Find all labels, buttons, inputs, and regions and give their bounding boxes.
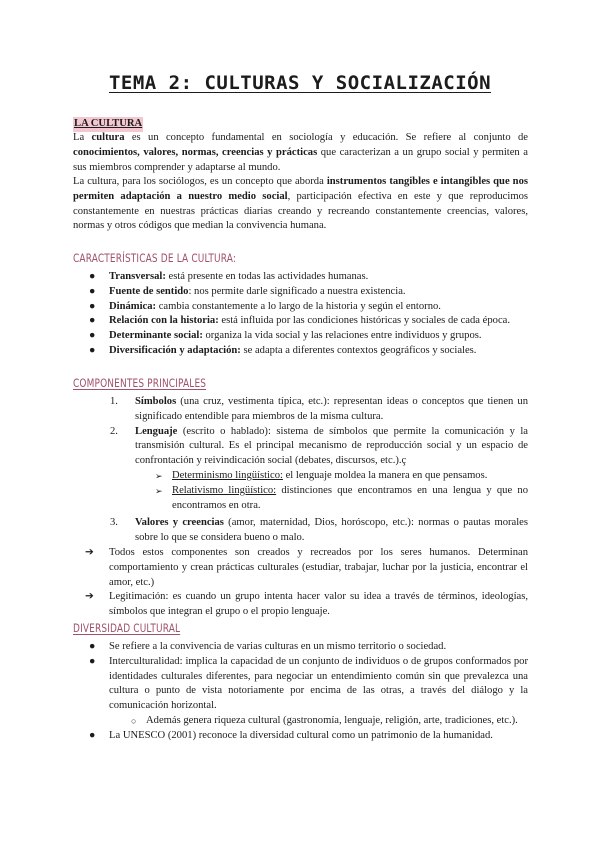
- item-number: 2.: [110, 425, 118, 437]
- list-item: [73, 314, 528, 329]
- arrowhead-icon: ➢: [155, 485, 163, 496]
- bullet-icon: ●: [89, 315, 96, 327]
- item-text: La UNESCO (2001) reconoce la diversidad cultural como un patrimonio de la humanidad.: [109, 729, 493, 741]
- section-heading-diversidad: DIVERSIDAD CULTURAL: [73, 621, 181, 635]
- item-text: organiza la vida social y las relaciones entre individuos y grupos.: [202, 330, 482, 342]
- list-item: [73, 425, 528, 469]
- text-run: La: [73, 132, 92, 143]
- paragraph-cultura-definition: [73, 131, 528, 175]
- item-text: distinciones que encontramos en una lengua y que no encontramos en otra.: [172, 484, 528, 511]
- item-text: Legitimación: es cuando un grupo intenta hacer valor su idea a través de términos, ideologías, símbolos que integran el grupo o el propio lenguaje.: [109, 591, 528, 618]
- item-text: cambia constantemente a lo largo de la historia y según el entorno.: [156, 300, 441, 312]
- diversidad-list: [73, 640, 528, 744]
- arrow-right-icon: ➔: [85, 546, 94, 558]
- item-term: Diversificación y adaptación:: [109, 344, 241, 356]
- item-text: se adapta a diferentes contextos geográficos y sociales.: [240, 344, 477, 356]
- caracteristicas-list: [73, 270, 528, 359]
- item-term: Relativismo lingüístico:: [172, 484, 277, 496]
- item-term: Relación con la historia:: [109, 315, 219, 327]
- componentes-list: [73, 395, 528, 620]
- list-item: [73, 640, 528, 655]
- text-run-bold: cultura: [91, 132, 125, 143]
- list-item: [73, 655, 528, 714]
- item-text: (amor, maternidad, Dios, horóscopo, etc.): normas o pautas morales sobre lo que se considera bueno o malo.: [135, 517, 528, 544]
- item-text: Todos estos componentes son creados y recreados por los seres humanos. Determinan comportamiento y crean prácticas culturales (estudiar, trabajar, luchar por la justicia, encontrar el amor, etc.): [109, 546, 528, 588]
- circle-bullet-icon: ○: [131, 715, 137, 726]
- item-term: Determinismo lingüístico:: [172, 469, 283, 481]
- bullet-icon: ●: [89, 729, 96, 741]
- item-number: 3.: [110, 517, 118, 529]
- text-run: , participación efectiva en este y que reproducimos constantemente en nuestras prácticas diarias creando y recreando constantemente creencias, valores, normas y otros códigos que median la convivencia humana.: [73, 190, 528, 232]
- item-term: Símbolos: [135, 396, 177, 407]
- bullet-icon: ●: [89, 641, 96, 652]
- text-run: que caracterizan a un grupo social y permiten a sus miembros comprender y adaptarse al mundo.: [73, 146, 528, 173]
- section-heading-componentes: COMPONENTES PRINCIPALES: [73, 376, 207, 390]
- arrowhead-icon: ➢: [155, 470, 163, 481]
- item-text: está presente en todas las actividades humanas.: [165, 271, 369, 282]
- list-item: [73, 300, 528, 315]
- page-title: TEMA 2: CULTURAS Y SOCIALIZACIÓN: [108, 72, 492, 94]
- item-term: Dinámica:: [109, 300, 157, 312]
- bullet-icon: ●: [89, 344, 96, 356]
- bullet-icon: ●: [89, 271, 96, 282]
- item-text: Además genera riqueza cultural (gastronomía, lenguaje, religión, arte, tradiciones, etc.).: [146, 714, 518, 726]
- sub-list-item: [73, 469, 528, 484]
- section-heading-la-cultura: LA CULTURA: [73, 117, 143, 132]
- item-text: está influida por las condiciones históricas y sociales de cada época.: [218, 315, 510, 327]
- list-item: [73, 516, 528, 546]
- item-text: Interculturalidad: implica la capacidad de un conjunto de individuos o de grupos conformados por identidades culturales diferentes, para negociar un entendimiento común sin que prevalezca una cultura o punto de vista notoriamente por encima de las otras, a través del diálogo y la comunicación horizontal.: [109, 655, 528, 712]
- item-term: Lenguaje: [135, 425, 178, 437]
- item-text: Se refiere a la convivencia de varias culturas en un mismo territorio o sociedad.: [109, 641, 447, 652]
- list-item: [73, 329, 528, 344]
- bullet-icon: ●: [89, 655, 96, 667]
- item-term: Fuente de sentido: [109, 285, 189, 297]
- list-item: [73, 285, 528, 300]
- list-item: [73, 546, 528, 590]
- text-run: es un concepto fundamental en sociología y educación. Se refiere al conjunto de: [124, 132, 529, 143]
- list-item: [73, 270, 528, 285]
- sub-list-item: [73, 714, 528, 729]
- item-text: (una cruz, vestimenta típica, etc.): representan ideas o conceptos que tienen un significado entendible para miembros de la misma cultura.: [135, 396, 528, 422]
- list-item: [73, 729, 528, 744]
- item-term: Transversal:: [109, 271, 166, 282]
- list-item: [73, 590, 528, 620]
- paragraph-cultura-sociologos: [73, 175, 528, 234]
- section-heading-caracteristicas: CARACTERÍSTICAS DE LA CULTURA:: [73, 251, 237, 265]
- list-item: [73, 344, 528, 359]
- bullet-icon: ●: [89, 300, 96, 312]
- text-run: La cultura, para los sociólogos, es un concepto que aborda: [73, 176, 327, 187]
- arrow-right-icon: ➔: [85, 591, 94, 603]
- sub-list-item: [73, 484, 528, 514]
- item-text: (escrito o hablado): sistema de símbolos que permite la comunicación y la transmisión cultural. Es el principal mecanismo de reproducción social y un espacio de confrontación y reivindicación social (debates, discursos, etc.).ç: [135, 425, 528, 467]
- list-item: [73, 395, 528, 425]
- bullet-icon: ●: [89, 330, 96, 342]
- item-text: el lenguaje moldea la manera en que pensamos.: [282, 469, 488, 481]
- item-number: 1.: [110, 396, 118, 407]
- item-text: : nos permite darle significado a nuestra existencia.: [188, 285, 406, 297]
- item-term: Valores y creencias: [135, 517, 224, 529]
- item-term: Determinante social:: [109, 330, 203, 342]
- bullet-icon: ●: [89, 285, 96, 297]
- text-run-bold: conocimientos, valores, normas, creencias y prácticas: [73, 146, 318, 158]
- text-run-bold: instrumentos tangibles e intangibles que nos permiten adaptación a nuestro medio social: [73, 176, 528, 202]
